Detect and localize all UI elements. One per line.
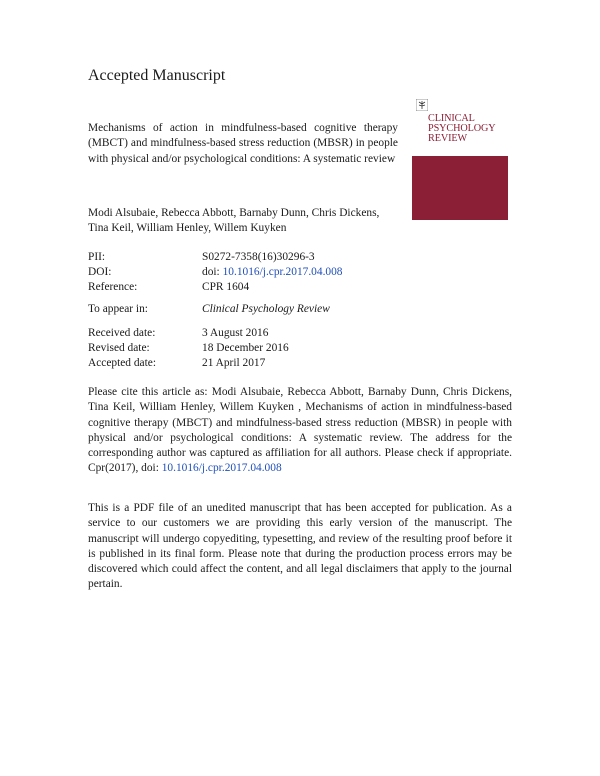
manuscript-notice-paragraph: This is a PDF file of an unedited manuscript that has been accepted for publication. As a service to our customers we are providing this early version of the manuscript. The manuscript will undergo copyediting, typesetting, and review of the resulting proof before it is published in its final form. Please note that during the production process errors may be discovered which could affect the content, and all legal disclaimers that apply to the journal pertain.	[88, 502, 512, 591]
doi-prefix: doi:	[202, 266, 220, 278]
cover-journal-title	[428, 114, 506, 144]
received-value: 3 August 2016	[202, 327, 269, 339]
doi-label: DOI:	[88, 266, 112, 278]
revised-label: Revised date:	[88, 342, 150, 354]
revised-value: 18 December 2016	[202, 342, 289, 354]
citation-doi-link[interactable]: 10.1016/j.cpr.2017.04.008	[161, 462, 282, 475]
reference-value: CPR 1604	[202, 281, 250, 293]
reference-label: Reference:	[88, 281, 138, 293]
page-header-title: Accepted Manuscript	[88, 67, 226, 84]
doi-link[interactable]: 10.1016/j.cpr.2017.04.008	[222, 266, 343, 278]
cover-title-line3: REVIEW	[428, 133, 468, 144]
elsevier-tree-icon	[416, 99, 428, 111]
cover-title-line2: PSYCHOLOGY	[428, 123, 496, 134]
authors-line-1: Modi Alsubaie, Rebecca Abbott, Barnaby Dunn, Chris Dickens,	[88, 207, 380, 219]
journal-cover	[412, 96, 508, 220]
article-title: Mechanisms of action in mindfulness-based cognitive therapy (MBCT) and mindfulness-based stress reduction (MBSR) in people with physical and/or psychological conditions: A systematic review	[88, 122, 398, 165]
appear-value: Clinical Psychology Review	[202, 303, 330, 315]
author-list	[88, 206, 408, 237]
citation-text: Please cite this article as: Modi Alsubaie, Rebecca Abbott, Barnaby Dunn, Chris Dickens, Tina Keil, William Henley, Willem Kuyken , Mechanisms of action in mindfulness-based cognitive therapy (MBCT) and mindfulness-based stress reduction (MBSR) in people with physical and/or psychological conditions: A systematic review. The address for the corresponding author was captured as affiliation for all authors. Please check if appropriate. Cpr(2017), doi:	[88, 386, 512, 475]
pii-label: PII:	[88, 251, 106, 263]
received-label: Received date:	[88, 327, 156, 339]
cover-title-line1: CLINICAL	[428, 113, 475, 124]
cover-top-band	[412, 96, 508, 156]
accepted-label: Accepted date:	[88, 357, 156, 369]
authors-line-2: Tina Keil, William Henley, Willem Kuyken	[88, 222, 287, 235]
accepted-value: 21 April 2017	[202, 357, 266, 369]
appear-label: To appear in:	[88, 303, 148, 315]
doi-value-wrap	[202, 265, 343, 280]
citation-paragraph	[88, 385, 512, 477]
pii-value: S0272-7358(16)30296-3	[202, 251, 315, 263]
